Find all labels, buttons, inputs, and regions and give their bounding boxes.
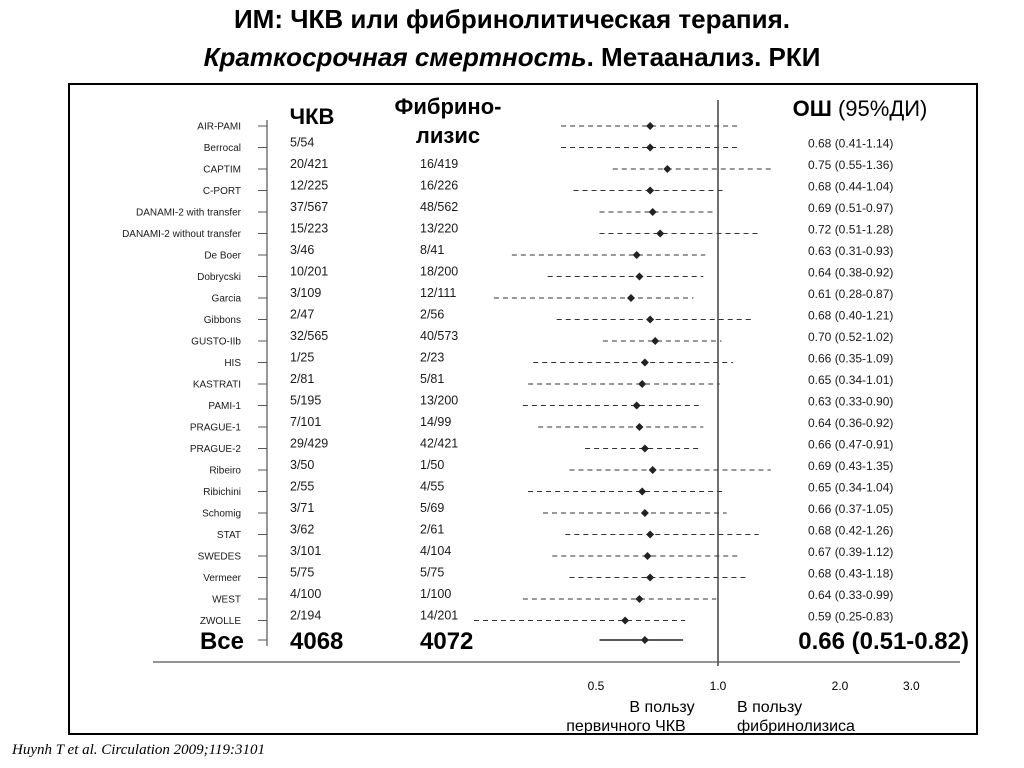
header-or-rest: (95%ДИ) [831,96,928,121]
pci-count: 32/565 [290,329,329,343]
pci-count: 2/47 [290,307,315,322]
point-estimate [646,316,654,324]
or-ci-text: 0.64 (0.38-0.92) [808,265,894,280]
point-estimate [621,617,629,625]
or-ci-text: 0.66 (0.47-0.91) [808,437,894,452]
pci-count: 20/421 [290,157,329,171]
pci-count: 2/194 [290,608,322,623]
x-tick-label: 3.0 [903,679,920,693]
pci-count: 5/75 [290,565,315,580]
lysis-count: 2/56 [420,307,445,322]
study-name: PRAGUE-2 [189,444,241,455]
or-ci-text: 0.63 (0.31-0.93) [808,244,894,258]
pci-count: 3/50 [290,458,315,472]
or-ci-text: 0.64 (0.33-0.99) [808,588,894,602]
or-ci-text: 0.68 (0.44-1.04) [808,179,894,194]
pci-count: 10/201 [290,264,329,279]
point-estimate [646,574,654,582]
or-ci-text: 0.68 (0.43-1.18) [808,566,894,581]
study-name: Schomig [202,508,241,520]
study-name: Dobrycski [197,272,241,283]
title-rest-part: . Метаанализ. РКИ [586,42,821,72]
lysis-count: 1/100 [420,587,452,601]
lysis-count: 18/200 [420,264,459,279]
pci-count: 3/101 [290,544,322,558]
study-name: DANAMI-2 with transfer [135,207,241,219]
study-name: ZWOLLE [199,616,241,627]
pci-count: 3/71 [290,501,315,515]
point-estimate [633,251,641,259]
overall-name: Все [199,628,244,655]
pci-count: 2/55 [290,479,315,494]
lysis-count: 2/23 [420,350,445,365]
study-name: Vermeer [203,573,241,584]
study-name: Berrocal [203,143,241,154]
or-ci-text: 0.59 (0.25-0.83) [808,609,894,624]
point-estimate [663,165,671,173]
lysis-count: 5/75 [420,565,445,580]
pci-count: 3/109 [290,286,322,300]
point-estimate [641,445,649,453]
or-ci-text: 0.68 (0.41-1.14) [808,136,894,151]
citation: Huynh T et al. Circulation 2009;119:3101 [12,742,266,758]
pci-count: 1/25 [290,350,315,365]
point-estimate [641,509,649,517]
favors-right-line-2: фибринолизиса [737,718,855,735]
pci-count: 15/223 [290,221,329,236]
or-ci-text: 0.67 (0.39-1.12) [808,545,894,559]
point-estimate [649,466,657,474]
study-name: SWEDES [197,551,241,563]
lysis-count: 4/104 [420,544,452,558]
header-or [793,96,928,121]
overall-point-estimate [641,636,649,644]
x-tick-label: 1.0 [709,679,727,693]
point-estimate [641,359,649,367]
study-name: Gibbons [203,315,241,326]
lysis-count: 1/50 [420,458,445,472]
point-estimate [646,187,654,195]
study-rows [122,122,893,628]
pci-count: 37/567 [290,200,329,214]
lysis-count: 14/99 [420,415,452,429]
favors-left-line-2: первичного ЧКВ [566,718,686,735]
title-italic-part: Краткосрочная смертность [203,42,587,72]
lysis-count: 13/200 [420,393,459,408]
pci-count: 5/54 [290,135,315,150]
study-name: KASTRATI [192,379,241,391]
lysis-count: 42/421 [420,436,459,451]
lysis-count: 12/111 [420,286,457,300]
study-name: PAMI-1 [208,401,241,412]
or-ci-text: 0.75 (0.55-1.36) [808,158,894,172]
x-tick-label: 2.0 [831,679,849,693]
lysis-count: 4/55 [420,479,445,494]
header-or-bold: ОШ [792,96,832,121]
or-ci-text: 0.65 (0.34-1.01) [808,373,894,387]
x-tick-label: 0.5 [587,679,605,693]
or-ci-text: 0.70 (0.52-1.02) [808,330,894,344]
point-estimate [633,402,641,410]
point-estimate [635,273,643,281]
lysis-count: 48/562 [420,200,459,214]
title-line-1: ИМ: ЧКВ или фибринолитическая терапия. [233,4,791,34]
overall-row [200,628,969,655]
or-ci-text: 0.69 (0.51-0.97) [808,201,894,215]
lysis-count: 2/61 [420,522,445,537]
study-name: C-PORT [202,186,241,197]
lysis-count: 16/419 [420,157,459,171]
overall-lysis: 4072 [420,628,474,655]
study-name: WEST [212,594,241,606]
study-name: GUSTO-IIb [191,336,241,348]
or-ci-text: 0.66 (0.35-1.09) [808,351,894,366]
pci-count: 2/81 [290,372,315,386]
or-ci-text: 0.69 (0.43-1.35) [808,459,894,473]
point-estimate [627,294,635,302]
study-name: Garcia [211,293,241,305]
pci-count: 5/195 [290,393,322,408]
study-name: CAPTIM [203,164,241,176]
study-name: HIS [224,358,241,369]
header-lysis-1: Фибрино- [394,94,502,119]
point-estimate [646,144,654,152]
overall-or-ci: 0.66 (0.51-0.82) [798,628,969,655]
or-ci-text: 0.72 (0.51-1.28) [808,222,894,237]
study-name: DANAMI-2 without transfer [122,229,241,240]
study-name: Ribeiro [209,465,241,477]
point-estimate [646,122,654,130]
pci-count: 7/101 [290,415,322,429]
pci-count: 12/225 [290,178,329,193]
lysis-count: 8/41 [420,243,445,257]
lysis-count: 13/220 [420,221,459,236]
point-estimate [646,531,654,539]
or-ci-text: 0.61 (0.28-0.87) [808,287,894,301]
point-estimate [638,380,646,388]
study-name: De Boer [204,250,241,262]
favors-left-line-1: В пользу [629,699,695,716]
or-ci-text: 0.66 (0.37-1.05) [808,502,894,516]
lysis-count: 14/201 [420,608,459,623]
point-estimate [656,230,664,238]
study-name: PRAGUE-1 [189,422,241,434]
point-estimate [635,423,643,431]
study-name: Ribichini [203,487,241,498]
favors-labels [566,699,855,735]
favors-right-line-1: В пользу [737,699,803,716]
point-estimate [638,488,646,496]
lysis-count: 40/573 [420,329,459,343]
study-name: AIR-PAMI [197,121,241,133]
or-ci-text: 0.64 (0.36-0.92) [808,416,894,430]
pci-count: 3/46 [290,243,315,257]
header-lysis-2: лизис [415,123,481,148]
pci-count: 4/100 [290,587,322,601]
study-name: STAT [216,530,241,541]
or-ci-text: 0.68 (0.42-1.26) [808,523,894,538]
or-ci-text: 0.63 (0.33-0.90) [808,394,894,409]
point-estimate [644,552,652,560]
point-estimate [635,595,643,603]
or-ci-text: 0.68 (0.40-1.21) [808,308,894,323]
lysis-count: 5/81 [420,372,445,386]
lysis-count: 5/69 [420,501,445,515]
header-pci: ЧКВ [289,104,335,129]
point-estimate [649,208,657,216]
overall-pci: 4068 [290,628,344,655]
point-estimate [651,337,659,345]
pci-count: 3/62 [290,522,315,537]
or-ci-text: 0.65 (0.34-1.04) [808,480,894,495]
lysis-count: 16/226 [420,178,459,193]
pci-count: 29/429 [290,436,329,451]
